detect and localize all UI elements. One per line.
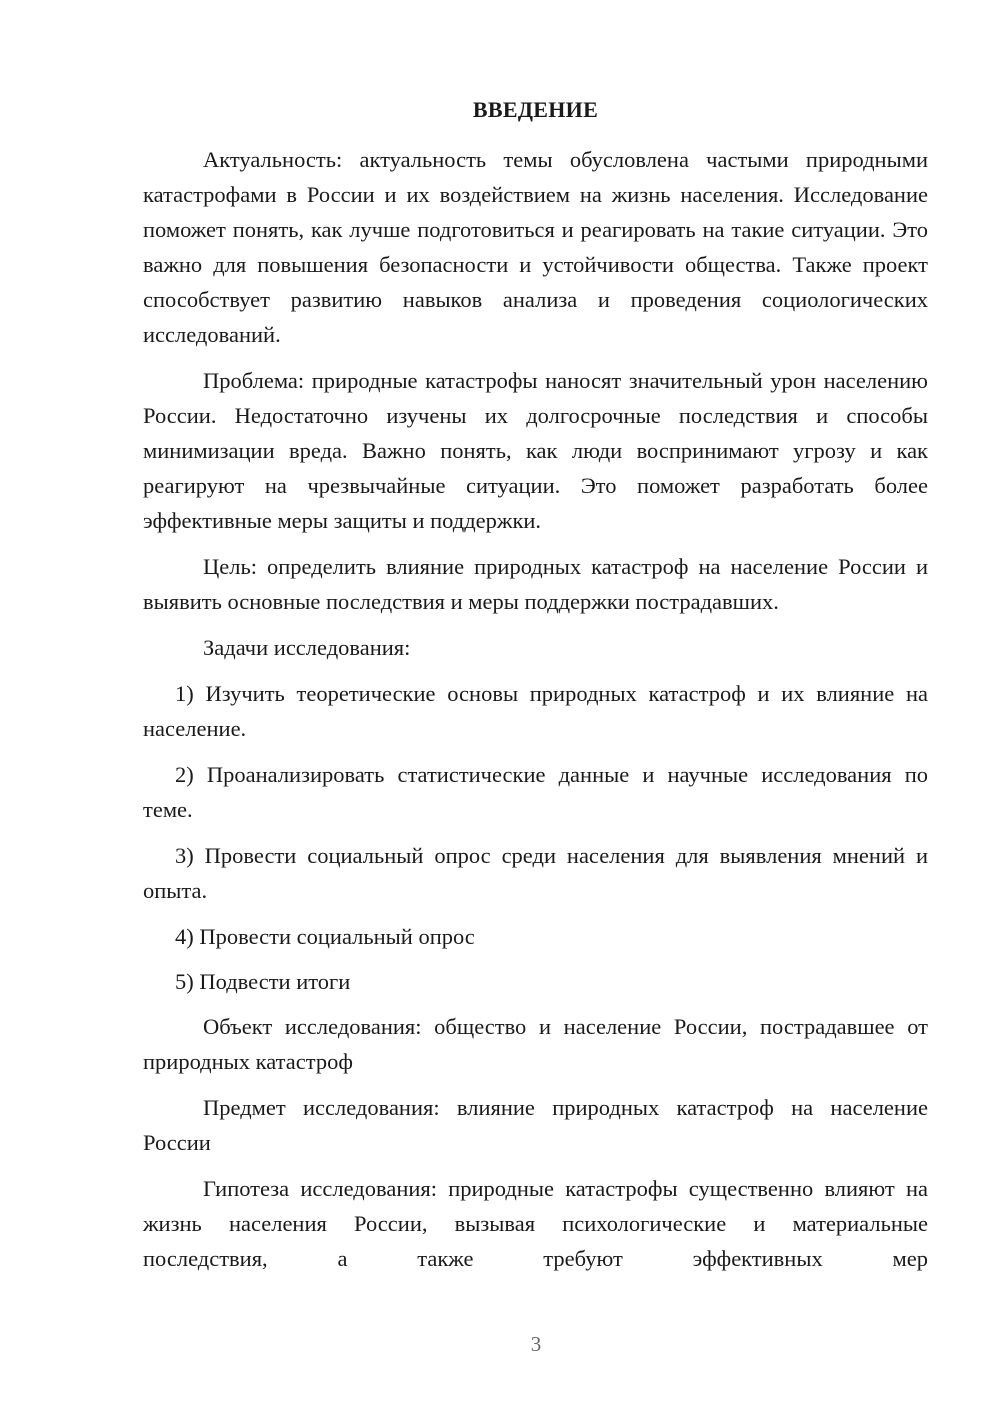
task-item: 2) Проанализировать статистические данные и научные исследования по теме. [143,762,928,822]
document-page [143,92,928,1276]
section-heading: ВВЕДЕНИЕ [472,97,599,122]
subject-paragraph: Предмет исследования: влияние природных катастроф на население России [143,1095,928,1155]
task-item: 1) Изучить теоретические основы природных катастроф и их влияние на население. [143,681,928,741]
task-item: 4) Провести социальный опрос [175,924,475,949]
tasks-heading: Задачи исследования: [203,635,411,660]
hypothesis-paragraph: Гипотеза исследования: природные катастрофы существенно влияют на жизнь населения России, вызывая психологические и материальные последствия, а также требуют эффективных мер [143,1176,928,1271]
object-paragraph: Объект исследования: общество и население России, пострадавшее от природных катастроф [143,1014,928,1074]
relevance-paragraph: Актуальность: актуальность темы обусловлена частыми природными катастрофами в России и их воздействием на жизнь населения. Исследование поможет понять, как лучше подготовиться и реагировать на такие ситуации. Это важно для повышения безопасности и устойчивости общества. Также проект способствует развитию навыков анализа и проведения социологических исследований. [143,147,928,347]
goal-paragraph: Цель: определить влияние природных катастроф на население России и выявить основные последствия и меры поддержки пострадавших. [143,554,928,614]
problem-paragraph: Проблема: природные катастрофы наносят значительный урон населению России. Недостаточно изучены их долгосрочные последствия и способы минимизации вреда. Важно понять, как люди воспринимают угрозу и как реагируют на чрезвычайные ситуации. Это поможет разработать более эффективные меры защиты и поддержки. [143,368,928,533]
task-item: 5) Подвести итоги [175,969,351,994]
page-number: 3 [530,1332,542,1356]
task-item: 3) Провести социальный опрос среди населения для выявления мнений и опыта. [143,843,928,903]
